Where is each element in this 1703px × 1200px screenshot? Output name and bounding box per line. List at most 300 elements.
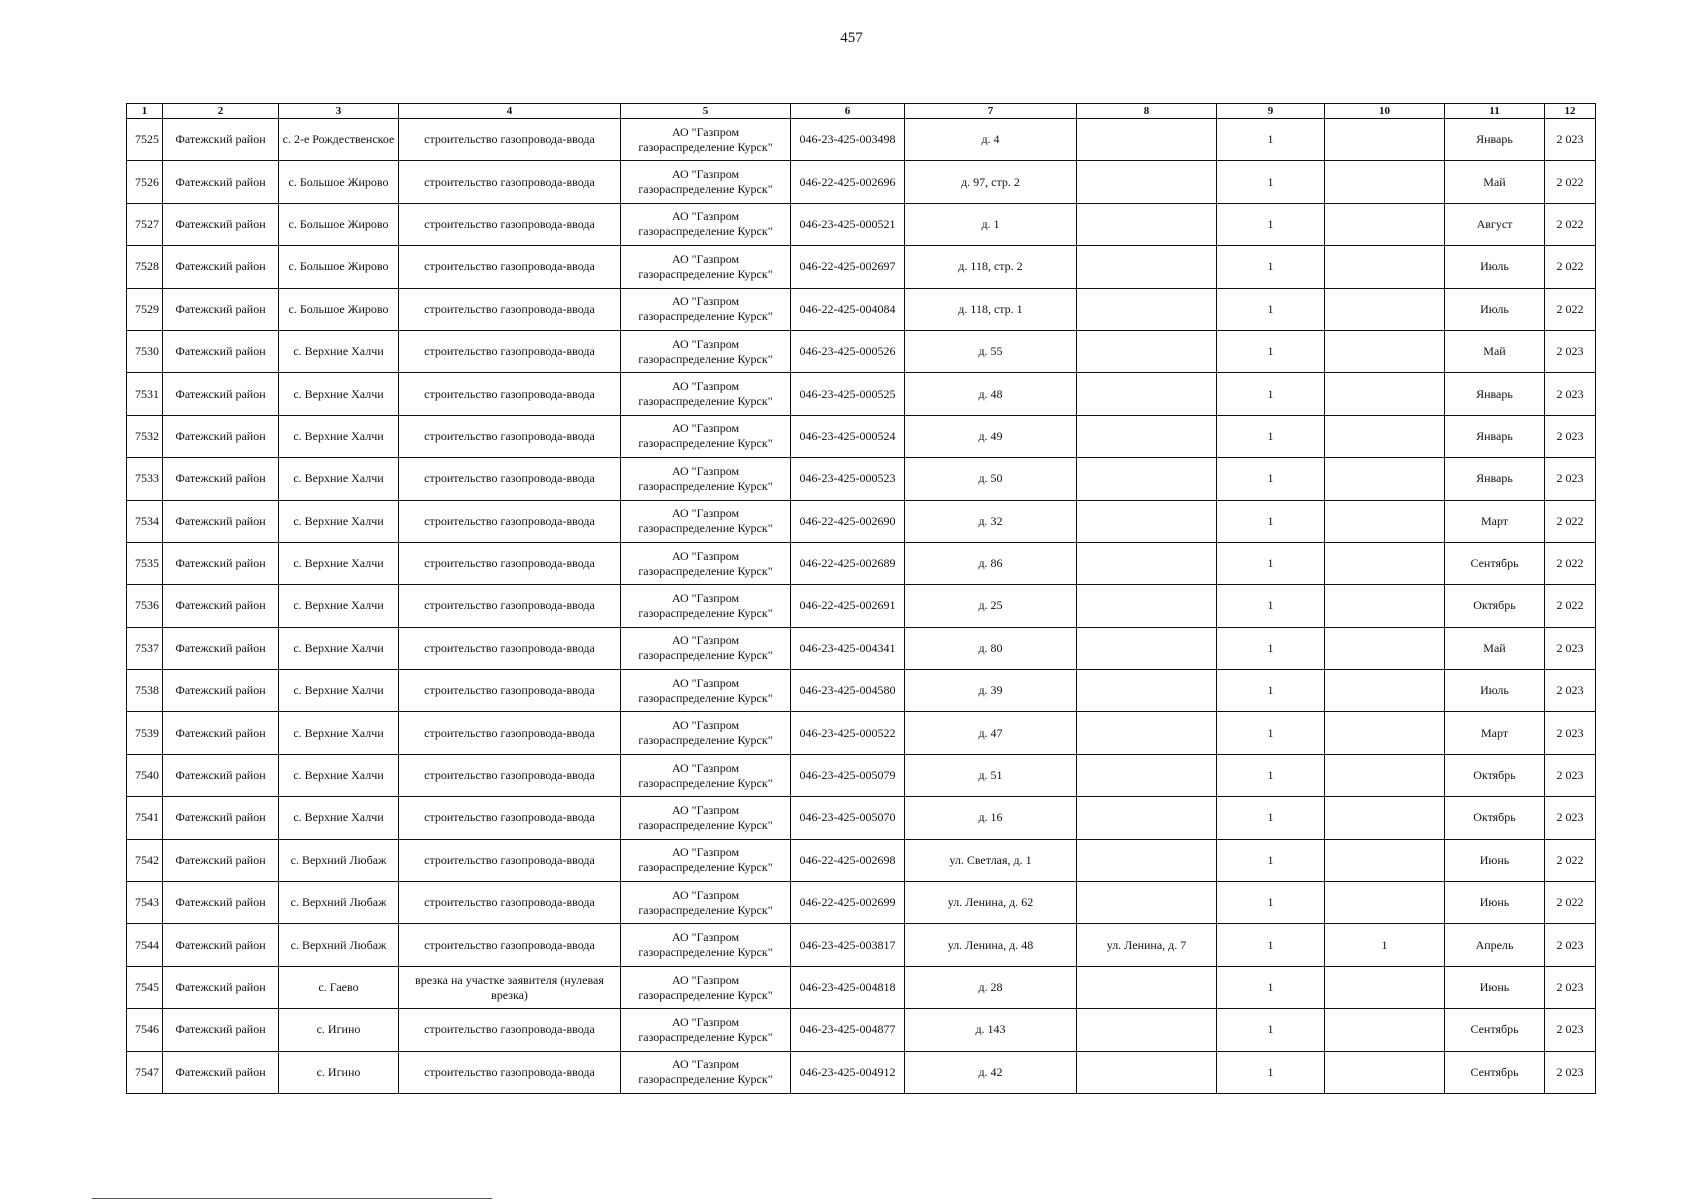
cell-row-number: 7533	[127, 458, 163, 500]
cell-address: д. 51	[905, 754, 1077, 796]
cell-year: 2 023	[1545, 754, 1596, 796]
cell-count: 1	[1217, 542, 1325, 584]
cell-month: Сентябрь	[1445, 542, 1545, 584]
cell-row-number: 7541	[127, 797, 163, 839]
cell-region: Фатежский район	[163, 330, 279, 372]
cell-extra-address	[1077, 458, 1217, 500]
cell-work-type: строительство газопровода-ввода	[399, 373, 621, 415]
cell-settlement: с. Верхние Халчи	[279, 797, 399, 839]
cell-count: 1	[1217, 330, 1325, 372]
cell-address: ул. Светлая, д. 1	[905, 839, 1077, 881]
cell-extra-count	[1325, 1009, 1445, 1051]
cell-work-type: строительство газопровода-ввода	[399, 500, 621, 542]
cell-extra-count	[1325, 754, 1445, 796]
cell-month: Июнь	[1445, 882, 1545, 924]
column-header-5: 5	[621, 104, 791, 119]
cell-row-number: 7532	[127, 415, 163, 457]
cell-extra-address	[1077, 119, 1217, 161]
column-header-11: 11	[1445, 104, 1545, 119]
cell-year: 2 023	[1545, 966, 1596, 1008]
cell-work-type: строительство газопровода-ввода	[399, 119, 621, 161]
cell-settlement: с. Игино	[279, 1051, 399, 1093]
cell-row-number: 7527	[127, 203, 163, 245]
cell-count: 1	[1217, 288, 1325, 330]
cell-extra-address	[1077, 330, 1217, 372]
cell-row-number: 7542	[127, 839, 163, 881]
cell-row-number: 7536	[127, 585, 163, 627]
cell-month: Октябрь	[1445, 797, 1545, 839]
cell-extra-address	[1077, 670, 1217, 712]
cell-settlement: с. 2-е Рождественское	[279, 119, 399, 161]
cell-region: Фатежский район	[163, 203, 279, 245]
cell-registry-number: 046-23-425-000525	[791, 373, 905, 415]
cell-settlement: с. Большое Жирово	[279, 161, 399, 203]
cell-registry-number: 046-23-425-000524	[791, 415, 905, 457]
cell-month: Январь	[1445, 458, 1545, 500]
cell-registry-number: 046-23-425-004912	[791, 1051, 905, 1093]
cell-row-number: 7526	[127, 161, 163, 203]
cell-work-type: строительство газопровода-ввода	[399, 330, 621, 372]
cell-row-number: 7535	[127, 542, 163, 584]
cell-work-type: врезка на участке заявителя (нулевая врезка)	[399, 966, 621, 1008]
cell-extra-address	[1077, 415, 1217, 457]
cell-year: 2 023	[1545, 712, 1596, 754]
cell-organization: АО "Газпром газораспределение Курск"	[621, 797, 791, 839]
table-row	[127, 119, 1596, 161]
cell-count: 1	[1217, 839, 1325, 881]
cell-month: Май	[1445, 330, 1545, 372]
cell-registry-number: 046-23-425-003498	[791, 119, 905, 161]
cell-row-number: 7546	[127, 1009, 163, 1051]
table-row	[127, 754, 1596, 796]
cell-settlement: с. Верхний Любаж	[279, 924, 399, 966]
cell-address: д. 55	[905, 330, 1077, 372]
cell-count: 1	[1217, 246, 1325, 288]
cell-region: Фатежский район	[163, 542, 279, 584]
cell-year: 2 022	[1545, 839, 1596, 881]
cell-row-number: 7539	[127, 712, 163, 754]
page-number: 457	[840, 30, 863, 46]
cell-region: Фатежский район	[163, 458, 279, 500]
table-row	[127, 288, 1596, 330]
table-row	[127, 585, 1596, 627]
cell-year: 2 023	[1545, 797, 1596, 839]
cell-year: 2 023	[1545, 373, 1596, 415]
cell-row-number: 7530	[127, 330, 163, 372]
cell-address: д. 32	[905, 500, 1077, 542]
cell-row-number: 7531	[127, 373, 163, 415]
cell-row-number: 7538	[127, 670, 163, 712]
table-body	[127, 119, 1596, 1094]
cell-extra-count	[1325, 966, 1445, 1008]
cell-count: 1	[1217, 373, 1325, 415]
cell-work-type: строительство газопровода-ввода	[399, 161, 621, 203]
cell-address: д. 4	[905, 119, 1077, 161]
cell-month: Март	[1445, 712, 1545, 754]
cell-extra-address	[1077, 500, 1217, 542]
cell-extra-count	[1325, 585, 1445, 627]
cell-year: 2 023	[1545, 119, 1596, 161]
cell-work-type: строительство газопровода-ввода	[399, 924, 621, 966]
cell-extra-count	[1325, 797, 1445, 839]
cell-month: Сентябрь	[1445, 1009, 1545, 1051]
column-header-1: 1	[127, 104, 163, 119]
cell-region: Фатежский район	[163, 585, 279, 627]
gas-connection-table	[126, 103, 1596, 1094]
cell-extra-address	[1077, 1051, 1217, 1093]
cell-settlement: с. Верхние Халчи	[279, 585, 399, 627]
column-header-9: 9	[1217, 104, 1325, 119]
table-row	[127, 670, 1596, 712]
cell-settlement: с. Верхний Любаж	[279, 839, 399, 881]
cell-region: Фатежский район	[163, 966, 279, 1008]
cell-work-type: строительство газопровода-ввода	[399, 585, 621, 627]
cell-extra-count	[1325, 670, 1445, 712]
cell-extra-address	[1077, 585, 1217, 627]
cell-region: Фатежский район	[163, 1051, 279, 1093]
cell-settlement: с. Верхние Халчи	[279, 754, 399, 796]
cell-registry-number: 046-23-425-000521	[791, 203, 905, 245]
cell-address: д. 1	[905, 203, 1077, 245]
cell-year: 2 023	[1545, 924, 1596, 966]
cell-count: 1	[1217, 203, 1325, 245]
table-row	[127, 373, 1596, 415]
cell-registry-number: 046-22-425-002691	[791, 585, 905, 627]
cell-organization: АО "Газпром газораспределение Курск"	[621, 712, 791, 754]
table-row	[127, 839, 1596, 881]
cell-row-number: 7529	[127, 288, 163, 330]
cell-settlement: с. Верхние Халчи	[279, 500, 399, 542]
cell-row-number: 7544	[127, 924, 163, 966]
cell-organization: АО "Газпром газораспределение Курск"	[621, 330, 791, 372]
cell-settlement: с. Большое Жирово	[279, 203, 399, 245]
cell-address: д. 48	[905, 373, 1077, 415]
cell-extra-address	[1077, 839, 1217, 881]
table-row	[127, 797, 1596, 839]
cell-region: Фатежский район	[163, 246, 279, 288]
cell-work-type: строительство газопровода-ввода	[399, 458, 621, 500]
cell-extra-count	[1325, 203, 1445, 245]
cell-month: Январь	[1445, 373, 1545, 415]
cell-count: 1	[1217, 754, 1325, 796]
cell-address: д. 97, стр. 2	[905, 161, 1077, 203]
cell-month: Март	[1445, 500, 1545, 542]
cell-extra-count	[1325, 627, 1445, 669]
cell-count: 1	[1217, 670, 1325, 712]
cell-work-type: строительство газопровода-ввода	[399, 670, 621, 712]
cell-organization: АО "Газпром газораспределение Курск"	[621, 246, 791, 288]
cell-address: д. 143	[905, 1009, 1077, 1051]
table-row	[127, 542, 1596, 584]
table-row	[127, 246, 1596, 288]
cell-work-type: строительство газопровода-ввода	[399, 246, 621, 288]
cell-organization: АО "Газпром газораспределение Курск"	[621, 373, 791, 415]
cell-organization: АО "Газпром газораспределение Курск"	[621, 1051, 791, 1093]
cell-region: Фатежский район	[163, 1009, 279, 1051]
column-header-7: 7	[905, 104, 1077, 119]
cell-region: Фатежский район	[163, 670, 279, 712]
cell-registry-number: 046-22-425-004084	[791, 288, 905, 330]
cell-count: 1	[1217, 161, 1325, 203]
cell-extra-count	[1325, 542, 1445, 584]
cell-organization: АО "Газпром газораспределение Курск"	[621, 203, 791, 245]
cell-year: 2 023	[1545, 458, 1596, 500]
cell-extra-count	[1325, 882, 1445, 924]
cell-registry-number: 046-23-425-005070	[791, 797, 905, 839]
table-row	[127, 458, 1596, 500]
table-row	[127, 203, 1596, 245]
cell-extra-count	[1325, 330, 1445, 372]
cell-registry-number: 046-23-425-000523	[791, 458, 905, 500]
cell-registry-number: 046-22-425-002699	[791, 882, 905, 924]
cell-region: Фатежский район	[163, 754, 279, 796]
cell-organization: АО "Газпром газораспределение Курск"	[621, 754, 791, 796]
cell-extra-address	[1077, 754, 1217, 796]
cell-organization: АО "Газпром газораспределение Курск"	[621, 415, 791, 457]
cell-organization: АО "Газпром газораспределение Курск"	[621, 119, 791, 161]
cell-extra-count: 1	[1325, 924, 1445, 966]
cell-organization: АО "Газпром газораспределение Курск"	[621, 542, 791, 584]
cell-extra-address	[1077, 203, 1217, 245]
column-header-3: 3	[279, 104, 399, 119]
cell-work-type: строительство газопровода-ввода	[399, 627, 621, 669]
table-row	[127, 415, 1596, 457]
cell-work-type: строительство газопровода-ввода	[399, 1051, 621, 1093]
cell-extra-address	[1077, 1009, 1217, 1051]
cell-address: ул. Ленина, д. 62	[905, 882, 1077, 924]
cell-work-type: строительство газопровода-ввода	[399, 839, 621, 881]
cell-organization: АО "Газпром газораспределение Курск"	[621, 585, 791, 627]
cell-extra-address	[1077, 161, 1217, 203]
cell-year: 2 022	[1545, 288, 1596, 330]
cell-region: Фатежский район	[163, 373, 279, 415]
cell-month: Июль	[1445, 288, 1545, 330]
table-row	[127, 924, 1596, 966]
cell-row-number: 7537	[127, 627, 163, 669]
cell-organization: АО "Газпром газораспределение Курск"	[621, 161, 791, 203]
cell-work-type: строительство газопровода-ввода	[399, 754, 621, 796]
cell-month: Апрель	[1445, 924, 1545, 966]
cell-count: 1	[1217, 500, 1325, 542]
cell-year: 2 023	[1545, 627, 1596, 669]
cell-year: 2 022	[1545, 882, 1596, 924]
cell-count: 1	[1217, 924, 1325, 966]
cell-extra-address	[1077, 966, 1217, 1008]
cell-extra-count	[1325, 415, 1445, 457]
column-header-8: 8	[1077, 104, 1217, 119]
cell-registry-number: 046-22-425-002689	[791, 542, 905, 584]
cell-registry-number: 046-23-425-004580	[791, 670, 905, 712]
cell-address: д. 50	[905, 458, 1077, 500]
cell-settlement: с. Большое Жирово	[279, 246, 399, 288]
cell-settlement: с. Верхние Халчи	[279, 670, 399, 712]
cell-count: 1	[1217, 415, 1325, 457]
cell-month: Октябрь	[1445, 585, 1545, 627]
cell-month: Август	[1445, 203, 1545, 245]
cell-count: 1	[1217, 797, 1325, 839]
cell-address: д. 28	[905, 966, 1077, 1008]
column-header-2: 2	[163, 104, 279, 119]
table-row	[127, 966, 1596, 1008]
footer-divider	[92, 1198, 492, 1199]
cell-settlement: с. Верхние Халчи	[279, 627, 399, 669]
cell-month: Январь	[1445, 119, 1545, 161]
cell-count: 1	[1217, 712, 1325, 754]
column-header-6: 6	[791, 104, 905, 119]
cell-year: 2 022	[1545, 246, 1596, 288]
cell-extra-count	[1325, 246, 1445, 288]
cell-year: 2 023	[1545, 670, 1596, 712]
cell-extra-address	[1077, 542, 1217, 584]
cell-year: 2 023	[1545, 415, 1596, 457]
cell-address: д. 86	[905, 542, 1077, 584]
cell-registry-number: 046-23-425-004341	[791, 627, 905, 669]
cell-address: д. 16	[905, 797, 1077, 839]
table-row	[127, 1051, 1596, 1093]
cell-work-type: строительство газопровода-ввода	[399, 882, 621, 924]
cell-work-type: строительство газопровода-ввода	[399, 1009, 621, 1051]
cell-extra-count	[1325, 1051, 1445, 1093]
cell-work-type: строительство газопровода-ввода	[399, 415, 621, 457]
cell-address: д. 25	[905, 585, 1077, 627]
cell-organization: АО "Газпром газораспределение Курск"	[621, 458, 791, 500]
cell-settlement: с. Верхние Халчи	[279, 712, 399, 754]
cell-region: Фатежский район	[163, 839, 279, 881]
cell-work-type: строительство газопровода-ввода	[399, 712, 621, 754]
cell-organization: АО "Газпром газораспределение Курск"	[621, 966, 791, 1008]
cell-work-type: строительство газопровода-ввода	[399, 542, 621, 584]
cell-count: 1	[1217, 627, 1325, 669]
cell-address: д. 49	[905, 415, 1077, 457]
cell-settlement: с. Большое Жирово	[279, 288, 399, 330]
cell-region: Фатежский район	[163, 119, 279, 161]
cell-organization: АО "Газпром газораспределение Курск"	[621, 288, 791, 330]
cell-row-number: 7540	[127, 754, 163, 796]
cell-settlement: с. Верхние Халчи	[279, 458, 399, 500]
cell-month: Январь	[1445, 415, 1545, 457]
cell-settlement: с. Гаево	[279, 966, 399, 1008]
cell-address: д. 118, стр. 1	[905, 288, 1077, 330]
cell-settlement: с. Верхние Халчи	[279, 542, 399, 584]
cell-settlement: с. Верхние Халчи	[279, 415, 399, 457]
cell-extra-count	[1325, 712, 1445, 754]
cell-year: 2 023	[1545, 1051, 1596, 1093]
column-header-10: 10	[1325, 104, 1445, 119]
cell-organization: АО "Газпром газораспределение Курск"	[621, 670, 791, 712]
cell-organization: АО "Газпром газораспределение Курск"	[621, 924, 791, 966]
cell-address: ул. Ленина, д. 48	[905, 924, 1077, 966]
cell-extra-count	[1325, 119, 1445, 161]
cell-address: д. 118, стр. 2	[905, 246, 1077, 288]
cell-region: Фатежский район	[163, 288, 279, 330]
cell-region: Фатежский район	[163, 712, 279, 754]
table-row	[127, 627, 1596, 669]
cell-extra-count	[1325, 288, 1445, 330]
cell-address: д. 47	[905, 712, 1077, 754]
cell-extra-address	[1077, 882, 1217, 924]
cell-region: Фатежский район	[163, 627, 279, 669]
cell-registry-number: 046-23-425-005079	[791, 754, 905, 796]
cell-extra-address	[1077, 373, 1217, 415]
cell-month: Июнь	[1445, 839, 1545, 881]
table-row	[127, 500, 1596, 542]
cell-organization: АО "Газпром газораспределение Курск"	[621, 1009, 791, 1051]
cell-organization: АО "Газпром газораспределение Курск"	[621, 839, 791, 881]
cell-work-type: строительство газопровода-ввода	[399, 797, 621, 839]
cell-address: д. 39	[905, 670, 1077, 712]
cell-year: 2 022	[1545, 585, 1596, 627]
cell-region: Фатежский район	[163, 797, 279, 839]
cell-month: Май	[1445, 627, 1545, 669]
cell-registry-number: 046-23-425-004877	[791, 1009, 905, 1051]
cell-registry-number: 046-22-425-002697	[791, 246, 905, 288]
cell-address: д. 80	[905, 627, 1077, 669]
table-header-row	[127, 104, 1596, 119]
cell-registry-number: 046-22-425-002690	[791, 500, 905, 542]
table-row	[127, 882, 1596, 924]
cell-settlement: с. Игино	[279, 1009, 399, 1051]
cell-address: д. 42	[905, 1051, 1077, 1093]
cell-settlement: с. Верхние Халчи	[279, 373, 399, 415]
cell-extra-address	[1077, 797, 1217, 839]
cell-settlement: с. Верхний Любаж	[279, 882, 399, 924]
cell-count: 1	[1217, 585, 1325, 627]
cell-work-type: строительство газопровода-ввода	[399, 288, 621, 330]
cell-region: Фатежский район	[163, 924, 279, 966]
cell-registry-number: 046-22-425-002698	[791, 839, 905, 881]
cell-year: 2 022	[1545, 161, 1596, 203]
cell-extra-address	[1077, 246, 1217, 288]
cell-region: Фатежский район	[163, 882, 279, 924]
cell-row-number: 7528	[127, 246, 163, 288]
cell-extra-address	[1077, 712, 1217, 754]
cell-year: 2 023	[1545, 1009, 1596, 1051]
cell-count: 1	[1217, 966, 1325, 1008]
cell-extra-count	[1325, 839, 1445, 881]
cell-count: 1	[1217, 119, 1325, 161]
cell-extra-address: ул. Ленина, д. 7	[1077, 924, 1217, 966]
cell-registry-number: 046-23-425-003817	[791, 924, 905, 966]
table-row	[127, 330, 1596, 372]
cell-extra-count	[1325, 373, 1445, 415]
column-header-12: 12	[1545, 104, 1596, 119]
cell-registry-number: 046-23-425-000526	[791, 330, 905, 372]
cell-year: 2 022	[1545, 500, 1596, 542]
cell-year: 2 022	[1545, 203, 1596, 245]
cell-extra-count	[1325, 161, 1445, 203]
cell-registry-number: 046-23-425-004818	[791, 966, 905, 1008]
table-row	[127, 712, 1596, 754]
cell-year: 2 022	[1545, 542, 1596, 584]
cell-month: Май	[1445, 161, 1545, 203]
cell-registry-number: 046-23-425-000522	[791, 712, 905, 754]
table-row	[127, 1009, 1596, 1051]
cell-extra-address	[1077, 288, 1217, 330]
cell-count: 1	[1217, 882, 1325, 924]
table-row	[127, 161, 1596, 203]
column-header-4: 4	[399, 104, 621, 119]
cell-year: 2 023	[1545, 330, 1596, 372]
cell-organization: АО "Газпром газораспределение Курск"	[621, 500, 791, 542]
cell-registry-number: 046-22-425-002696	[791, 161, 905, 203]
cell-region: Фатежский район	[163, 415, 279, 457]
cell-extra-address	[1077, 627, 1217, 669]
cell-month: Октябрь	[1445, 754, 1545, 796]
cell-month: Июнь	[1445, 966, 1545, 1008]
cell-month: Июль	[1445, 670, 1545, 712]
cell-row-number: 7534	[127, 500, 163, 542]
cell-count: 1	[1217, 1009, 1325, 1051]
